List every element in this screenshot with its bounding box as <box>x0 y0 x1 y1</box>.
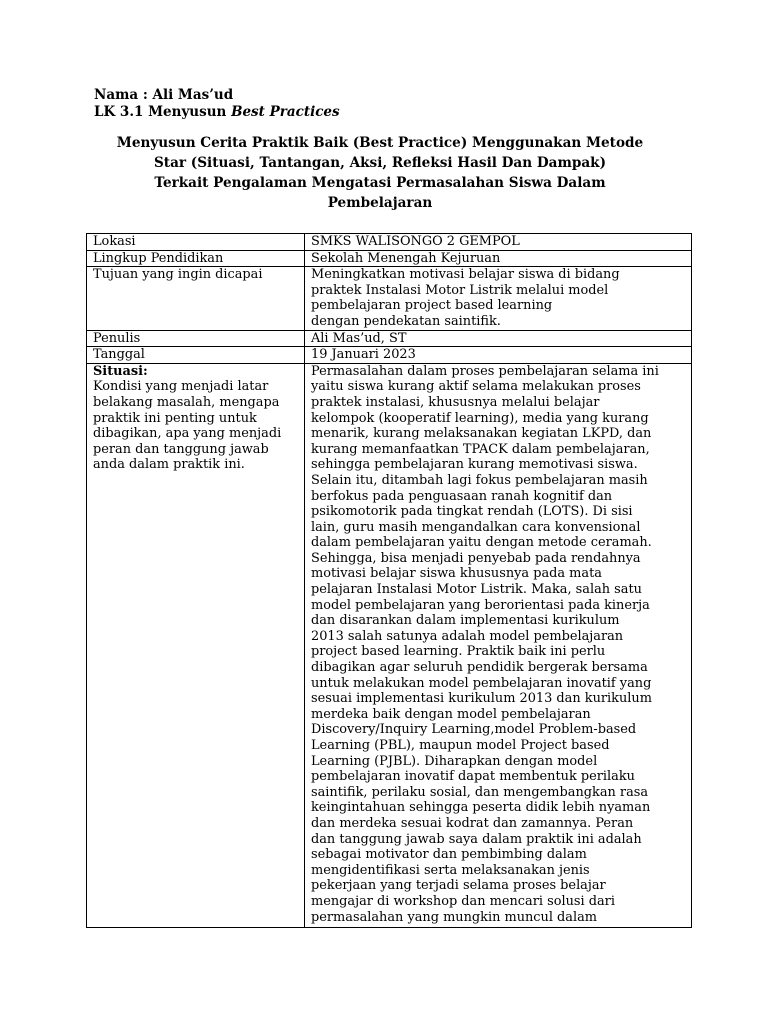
tujuan-line: praktek Instalasi Motor Listrik melalui model <box>311 282 609 298</box>
value-lokasi: SMKS WALISONGO 2 GEMPOL <box>305 234 692 251</box>
situasi-text-line: sesuai implementasi kurikulum 2013 dan kurikulum <box>311 691 652 707</box>
document-header <box>94 87 340 121</box>
tujuan-line: pembelajaran project based learning <box>311 298 553 314</box>
situasi-text-line: dibagikan agar seluruh pendidik bergerak bersama <box>311 660 648 676</box>
situasi-text-line: dalam pembelajaran yaitu dengan metode ceramah. <box>311 535 652 551</box>
situasi-desc-line: praktik ini penting untuk <box>93 410 257 426</box>
situasi-text-line: saintifik, perilaku sosial, dan mengembangkan rasa <box>311 784 649 800</box>
situasi-text-line: mengidentifikasi serta melaksanakan jenis <box>311 862 590 878</box>
title-line: Star (Situasi, Tantangan, Aksi, Refleksi Hasil Dan Dampak) <box>153 155 607 171</box>
situasi-desc-line: belakang masalah, mengapa <box>93 394 280 410</box>
row-tanggal <box>87 347 692 364</box>
value-tanggal: 19 Januari 2023 <box>305 347 692 364</box>
situasi-desc-line: dibagikan, apa yang menjadi <box>93 426 282 442</box>
situasi-text-line: lain, guru masih mengandalkan cara konvensional <box>311 519 641 535</box>
label-tujuan: Tujuan yang ingin dicapai <box>87 267 305 330</box>
situasi-desc-line: Kondisi yang menjadi latar <box>93 379 269 395</box>
situasi-text-line: Permasalahan dalam proses pembelajaran selama ini <box>311 363 659 379</box>
lk-heading <box>94 104 340 121</box>
situasi-text-line: pekerjaan yang terjadi selama proses belajar <box>311 878 606 894</box>
situasi-text-line: sebagai motivator dan pembimbing dalam <box>311 847 587 863</box>
title-line: Pembelajaran <box>327 195 433 211</box>
situasi-text-line: menarik, kurang melaksanakan kegiatan LKPD, dan <box>311 426 652 442</box>
situasi-heading: Situasi: <box>93 363 148 379</box>
label-lokasi: Lokasi <box>87 234 305 251</box>
situasi-text-line: Selain itu, ditambah lagi fokus pembelajaran masih <box>311 472 648 488</box>
situasi-text-line: berfokus pada penguasaan ranah kognitif dan <box>311 488 613 504</box>
situasi-text-line: Learning (PBL), maupun model Project based <box>311 738 610 753</box>
tujuan-line: dengan pendekatan saintifik. <box>311 313 501 329</box>
situasi-text-line: Learning (PJBL). Diharapkan dengan model <box>311 753 598 769</box>
lk-heading-prefix: LK 3.1 Menyusun <box>94 104 232 120</box>
label-situasi <box>87 363 305 927</box>
situasi-text-line: mengajar di workshop dan mencari solusi dari <box>311 893 615 909</box>
situasi-text-line: pembelajaran inovatif dapat membentuk perilaku <box>311 769 635 785</box>
label-penulis: Penulis <box>87 330 305 347</box>
title-line: Terkait Pengalaman Mengatasi Permasalahan Siswa Dalam <box>154 175 606 191</box>
row-tujuan <box>87 267 692 330</box>
value-situasi <box>305 363 692 927</box>
situasi-text-line: untuk melakukan model pembelajaran inovatif yang <box>311 675 652 691</box>
situasi-text-line: praktek instalasi, khususnya melalui belajar <box>311 394 600 410</box>
situasi-text-line: sehingga pembelajaran kurang memotivasi siswa. <box>311 457 638 473</box>
label-lingkup: Lingkup Pendidikan <box>87 250 305 267</box>
situasi-text-line: pelajaran Instalasi Motor Listrik. Maka, salah satu <box>311 582 642 598</box>
situasi-text-line: model pembelajaran yang berorientasi pada kinerja <box>311 597 650 613</box>
lk-heading-italic: Best Practices <box>231 104 340 120</box>
row-situasi <box>87 363 692 927</box>
situasi-text-line: 2013 salah satunya adalah model pembelajaran <box>311 628 624 644</box>
value-penulis: Ali Mas’ud, ST <box>305 330 692 347</box>
situasi-text-line: yaitu siswa kurang aktif selama melakukan proses <box>311 379 641 395</box>
value-tujuan <box>305 267 692 330</box>
situasi-text-line: motivasi belajar siswa khususnya pada mata <box>311 566 602 582</box>
situasi-text-line: dan tanggung jawab saya dalam praktik ini adalah <box>311 831 642 847</box>
situasi-text-line: dan disarankan dalam implementasi kurikulum <box>311 613 620 629</box>
situasi-text-line: Sehingga, bisa menjadi penyebab pada rendahnya <box>311 550 641 566</box>
situasi-text-line: permasalahan yang mungkin muncul dalam <box>311 909 598 925</box>
situasi-text-line: keingintahuan sehingga peserta didik lebih nyaman <box>311 800 651 816</box>
situasi-text-line: kurang memanfaatkan TPACK dalam pembelajaran, <box>311 441 650 457</box>
situasi-text-line: merdeka baik dengan model pembelajaran <box>311 706 591 722</box>
situasi-text-line: kelompok (kooperatif learning), media yang kurang <box>311 410 649 426</box>
tujuan-line: Meningkatkan motivasi belajar siswa di bidang <box>311 267 620 283</box>
value-lingkup: Sekolah Menengah Kejuruan <box>305 250 692 267</box>
situasi-desc-line: peran dan tanggung jawab <box>93 441 269 457</box>
situasi-text-line: Discovery/Inquiry Learning,model Problem-based <box>311 722 637 738</box>
label-tanggal: Tanggal <box>87 347 305 364</box>
situasi-text-line: psikomotorik pada tingkat rendah (LOTS). Di sisi <box>311 504 633 520</box>
situasi-text-line: project based learning. Praktik baik ini perlu <box>311 644 606 660</box>
best-practice-table <box>86 233 692 928</box>
title-line: Menyusun Cerita Praktik Baik (Best Practice) Menggunakan Metode <box>116 135 644 151</box>
situasi-text-line: dan merdeka sesuai kodrat dan zamannya. Peran <box>311 815 634 831</box>
author-name-line: Nama : Ali Mas’ud <box>94 87 234 103</box>
document-title <box>90 133 670 213</box>
row-penulis <box>87 330 692 347</box>
situasi-desc-line: anda dalam praktik ini. <box>93 457 245 473</box>
row-lokasi <box>87 234 692 251</box>
row-lingkup <box>87 250 692 267</box>
